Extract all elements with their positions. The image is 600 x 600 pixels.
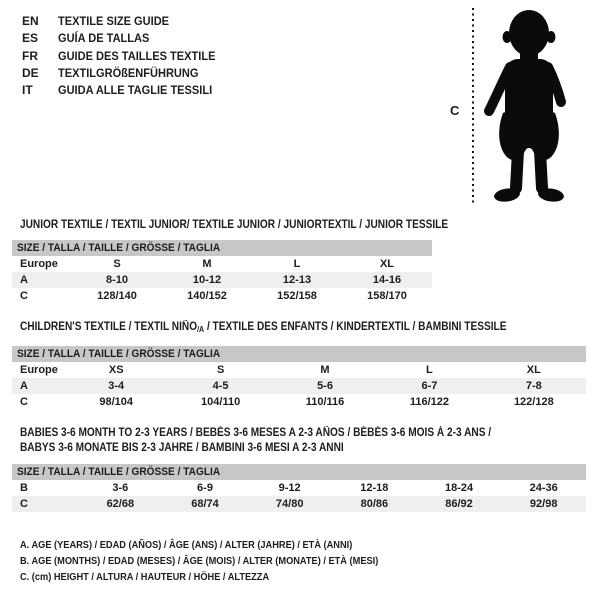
table-row-age xyxy=(12,272,432,288)
table-row-height xyxy=(12,288,432,304)
babies-title-line1: BABIES 3-6 MONTH TO 2-3 YEARS / BEBÉS 3-6 MESES A 2-3 AÑOS / BÉBÉS 3-6 MOIS À 2-3 ANS / xyxy=(20,427,492,439)
cell: 140/152 xyxy=(187,290,227,302)
row-label: A xyxy=(20,274,28,286)
size-header-text: SIZE / TALLA / TAILLE / GRÖSSE / TAGLIA xyxy=(17,348,221,360)
size-header-bar xyxy=(12,346,586,362)
children-title-pre: CHILDREN'S TEXTILE / TEXTIL NIÑO xyxy=(20,321,198,333)
cell: 6-9 xyxy=(197,482,213,494)
table-row-height xyxy=(12,496,586,512)
children-title-post: / TEXTILE DES ENFANTS / KINDERTEXTIL / BAMBINI TESSILE xyxy=(204,321,507,333)
row-label: B xyxy=(20,482,28,494)
cell: 158/170 xyxy=(367,290,407,302)
babies-section-title xyxy=(20,426,555,456)
babies-size-table xyxy=(12,464,586,512)
cell: M xyxy=(202,258,212,270)
language-row-es xyxy=(22,30,229,47)
footnote-a-text: A. AGE (YEARS) / EDAD (AÑOS) / ÂGE (ANS) / ALTER (JAHRE) / ETÀ (ANNI) xyxy=(20,539,353,551)
language-title: TEXTILGRÖßENFÜHRUNG xyxy=(58,65,199,80)
cell: 3-4 xyxy=(108,380,125,392)
cell: 86/92 xyxy=(445,498,473,510)
language-list xyxy=(22,13,229,99)
cell: L xyxy=(293,258,301,270)
cell: 74/80 xyxy=(275,498,304,510)
height-dotted-line xyxy=(472,8,474,206)
language-code: FR xyxy=(22,48,38,63)
footnote-c xyxy=(20,569,427,585)
table-row-age xyxy=(12,378,586,394)
table-row-europe xyxy=(12,362,586,378)
cell: L xyxy=(426,364,433,376)
junior-section-title xyxy=(20,218,506,233)
babies-title-line2: BABYS 3-6 MONATE BIS 2-3 JAHRE / BAMBINI 3-6 MESI A 2-3 ANNI xyxy=(20,442,344,454)
cell: S xyxy=(216,364,225,376)
cell: 62/68 xyxy=(106,498,135,510)
children-section-title xyxy=(20,320,573,337)
cell: 8-10 xyxy=(105,274,129,286)
cell: 12-18 xyxy=(360,482,389,494)
cell: 3-6 xyxy=(112,482,129,494)
cell: 98/104 xyxy=(99,396,134,408)
language-title: GUÍA DE TALLAS xyxy=(58,31,150,46)
language-code: IT xyxy=(22,83,33,98)
language-row-en xyxy=(22,13,229,30)
baby-silhouette-icon xyxy=(480,5,575,205)
cell: 116/122 xyxy=(409,396,449,408)
cell: 122/128 xyxy=(513,396,554,408)
cell: 104/110 xyxy=(201,396,241,408)
cell: XL xyxy=(526,364,541,376)
cell: 10-12 xyxy=(192,274,222,286)
cell: XL xyxy=(379,258,395,270)
junior-title-text: JUNIOR TEXTILE / TEXTIL JUNIOR/ TEXTILE JUNIOR / JUNIORTEXTIL / JUNIOR TESSILE xyxy=(20,219,449,231)
row-label: C xyxy=(20,498,28,510)
cell: 7-8 xyxy=(525,380,542,392)
language-row-it xyxy=(22,82,229,99)
language-title: TEXTILE SIZE GUIDE xyxy=(58,14,170,28)
measure-label-c: C xyxy=(450,103,460,118)
cell: 9-12 xyxy=(278,482,301,494)
language-code: DE xyxy=(22,65,39,80)
cell: 6-7 xyxy=(421,380,438,392)
cell: 5-6 xyxy=(317,380,333,392)
language-code: EN xyxy=(22,14,39,28)
language-row-fr xyxy=(22,48,229,65)
children-title-text xyxy=(20,320,506,337)
language-title: GUIDA ALLE TAGLIE TESSILI xyxy=(58,83,213,98)
language-code: ES xyxy=(22,31,39,46)
cell: 14-16 xyxy=(372,274,402,286)
cell: 4-5 xyxy=(212,380,229,392)
row-label: Europe xyxy=(20,364,58,376)
size-header-text: SIZE / TALLA / TAILLE / GRÖSSE / TAGLIA xyxy=(17,242,221,254)
cell: 12-13 xyxy=(282,274,312,286)
language-title: GUIDE DES TAILLES TEXTILE xyxy=(58,48,216,63)
language-row-de xyxy=(22,65,229,82)
children-title-sub: /A xyxy=(197,325,205,334)
size-header-bar xyxy=(12,464,586,480)
cell: S xyxy=(113,258,121,270)
cell: 92/98 xyxy=(529,498,558,510)
cell: M xyxy=(320,364,330,376)
cell: 18-24 xyxy=(444,482,474,494)
cell: 80/86 xyxy=(360,498,389,510)
row-label: C xyxy=(20,290,28,302)
cell: 24-36 xyxy=(529,482,558,494)
table-row-height xyxy=(12,394,586,410)
row-label: C xyxy=(20,396,28,408)
cell: 68/74 xyxy=(191,498,219,510)
junior-size-table xyxy=(12,240,432,304)
children-size-table xyxy=(12,346,586,410)
size-header-text: SIZE / TALLA / TAILLE / GRÖSSE / TAGLIA xyxy=(17,466,221,478)
footnote-c-text: C. (cm) HEIGHT / ALTURA / HAUTEUR / HÖHE / ALTEZZA xyxy=(20,571,270,583)
table-row-age-months xyxy=(12,480,586,496)
cell: 152/158 xyxy=(277,290,317,302)
footnote-b xyxy=(20,553,427,569)
footnote-a xyxy=(20,537,427,553)
footnote-b-text: B. AGE (MONTHS) / EDAD (MESES) / ÂGE (MOIS) / ALTER (MONATE) / ETÀ (MESI) xyxy=(20,555,379,567)
row-label: A xyxy=(20,380,28,392)
row-label: Europe xyxy=(20,258,58,270)
cell: 110/116 xyxy=(305,396,345,408)
cell: 128/140 xyxy=(97,290,137,302)
size-header-bar xyxy=(12,240,432,256)
footnotes xyxy=(20,537,427,585)
table-row-europe xyxy=(12,256,432,272)
cell: XS xyxy=(108,364,124,376)
